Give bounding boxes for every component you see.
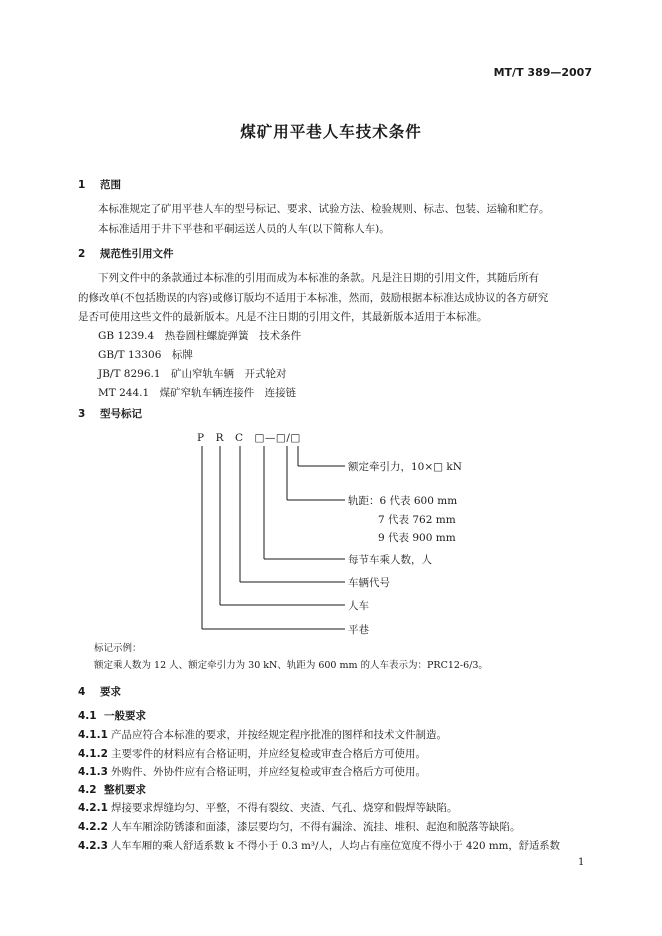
vehicle-code-label: 车辆代号 bbox=[348, 577, 390, 589]
clause-text: 外购件、外协件应有合格证明，并应经复检或审查合格后方可使用。 bbox=[111, 766, 426, 778]
page-title: 煤矿用平巷人车技术条件 bbox=[240, 123, 422, 141]
paragraph: 本标准适用于井下平巷和平硐运送人员的人车(以下简称人车)。 bbox=[98, 223, 390, 235]
paragraph: 的修改单(不包括勘误的内容)或修订版均不适用于本标准，然而，鼓励根据本标准达成协议的各方研究 bbox=[78, 292, 549, 304]
clause-text: 人车车厢涂防锈漆和面漆，漆层要均匀，不得有漏涂、流挂、堆积、起泡和脱落等缺陷。 bbox=[111, 821, 521, 833]
reference-name: 热卷圆柱螺旋弹簧 技术条件 bbox=[164, 330, 302, 342]
section-number: 3 bbox=[78, 408, 86, 420]
subsection-title: 整机要求 bbox=[104, 784, 146, 796]
traction-label: 额定牵引力，10×□ kN bbox=[348, 461, 462, 473]
subsection-4-2-heading bbox=[78, 782, 146, 797]
clause-text: 焊接要求焊缝均匀、平整，不得有裂纹、夹渣、气孔、烧穿和假焊等缺陷。 bbox=[111, 802, 458, 814]
clause-item bbox=[78, 764, 426, 779]
paragraph: 下列文件中的条款通过本标准的引用而成为本标准的条款。凡是注日期的引用文件，其随后所有 bbox=[98, 272, 539, 284]
clause-item bbox=[78, 837, 560, 852]
gauge-label-3: 9 代表 900 mm bbox=[378, 532, 456, 544]
clause-number: 4.1.2 bbox=[78, 748, 108, 760]
subsection-number: 4.2 bbox=[78, 784, 97, 796]
section-title: 要求 bbox=[100, 686, 121, 698]
reference-code: JB/T 8296.1 bbox=[98, 368, 161, 380]
section-number: 2 bbox=[78, 248, 86, 260]
reference-code: GB 1239.4 bbox=[98, 330, 155, 342]
clause-number: 4.2.3 bbox=[78, 840, 108, 852]
clause-item bbox=[78, 819, 521, 834]
section-title: 规范性引用文件 bbox=[100, 248, 174, 260]
subsection-4-1-heading bbox=[78, 708, 146, 723]
clause-item bbox=[78, 746, 426, 761]
paragraph: 本标准规定了矿用平巷人车的型号标记、要求、试验方法、检验规则、标志、包装、运输和贮存。 bbox=[98, 203, 550, 215]
gauge-label: 轨距：6 代表 600 mm bbox=[348, 495, 458, 507]
subsection-number: 4.1 bbox=[78, 710, 97, 722]
clause-text: 人车车厢的乘人舒适系数 k 不得小于 0.3 m³/人，人均占有座位宽度不得小于 420 mm，舒适系数 bbox=[111, 840, 560, 852]
reference-name: 标牌 bbox=[171, 349, 193, 361]
clause-item bbox=[78, 727, 447, 742]
example-text: 额定乘人数为 12 人、额定牵引力为 30 kN、轨距为 600 mm 的人车表示为：PRC12-6/3。 bbox=[94, 660, 488, 671]
section-title: 范围 bbox=[100, 179, 121, 191]
reference-code: MT 244.1 bbox=[98, 387, 150, 399]
clause-number: 4.2.2 bbox=[78, 821, 108, 833]
gauge-label-2: 7 代表 762 mm bbox=[378, 514, 456, 526]
standard-number: MT/T 389—2007 bbox=[493, 66, 592, 79]
clause-text: 主要零件的材料应有合格证明，并应经复检或审查合格后方可使用。 bbox=[111, 748, 426, 760]
clause-number: 4.1.1 bbox=[78, 729, 108, 741]
seats-label: 每节车乘人数，人 bbox=[348, 554, 432, 566]
clause-item bbox=[78, 800, 458, 815]
reference-name: 煤矿窄轨车辆连接件 连接链 bbox=[159, 387, 297, 399]
section-number: 4 bbox=[78, 686, 86, 698]
paragraph: 是否可使用这些文件的最新版本。凡是不注日期的引用文件，其最新版本适用于本标准。 bbox=[78, 311, 488, 323]
page-number: 1 bbox=[578, 857, 585, 868]
section-4-heading bbox=[78, 684, 121, 699]
section-number: 1 bbox=[78, 179, 86, 191]
section-title: 型号标记 bbox=[100, 408, 142, 420]
example-label: 标记示例： bbox=[94, 643, 142, 654]
reference-code: GB/T 13306 bbox=[98, 349, 162, 361]
designation-code: P R C □—□/□ bbox=[197, 432, 301, 444]
subsection-title: 一般要求 bbox=[104, 710, 146, 722]
clause-number: 4.1.3 bbox=[78, 766, 108, 778]
clause-number: 4.2.1 bbox=[78, 802, 108, 814]
person-car-label: 人车 bbox=[348, 600, 369, 612]
level-roadway-label: 平巷 bbox=[348, 624, 369, 636]
reference-name: 矿山窄轨车辆 开式轮对 bbox=[171, 368, 287, 380]
clause-text: 产品应符合本标准的要求，并按经规定程序批准的图样和技术文件制造。 bbox=[111, 729, 447, 741]
